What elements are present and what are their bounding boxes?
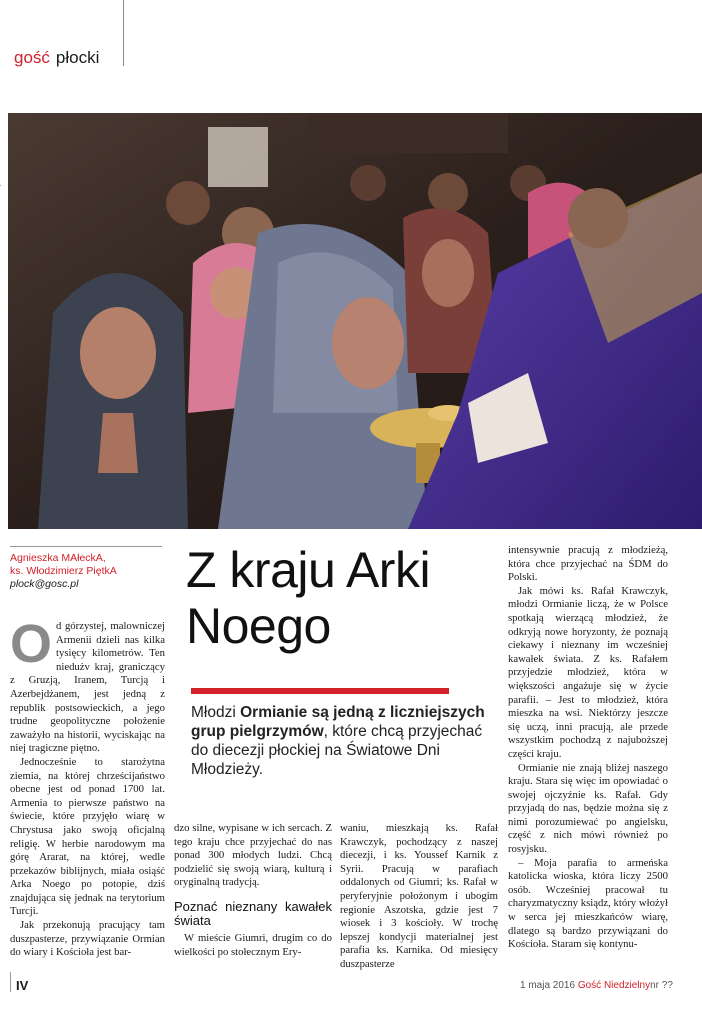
lead-bold: Ormianie są jedną z liczniejszych grup pielgrzymów [191,704,485,740]
author-2: ks. Włodzimierz PiętkA [10,565,117,577]
masthead-plocki: płocki [55,48,100,67]
masthead-gosc: gość [14,48,50,67]
paragraph: d górzystej, malowniczej Armenii dzieli nas kilka tysięcy kilometrów. Ten niedużv kraj, graniczący z Gruzją, Iranem, Turcją i Azerbejdżanem, jest jedną z republik postsowieckich, a jego trudne geopolityczne położenie zaważyło na historii, wyciskając na niej tragiczne piętno. [10,620,165,755]
footer-issue: nr ?? [650,980,673,991]
paragraph: intensywnie pracują z młodzieżą, która chce przyjechać na ŚDM do Polski. [508,544,668,584]
paragraph: Ormianie nie znają bliżej naszego kraju. Stara się więc im opowiadać o swojej ojczyźnie ks. Rafał. Gdy przyjadą do nas, będzie można się z nimi porozumiewać po angielsku, część z nich mówi również po rosyjsku. [508,761,668,856]
byline [10,552,165,591]
footer-divider [10,972,11,992]
footer-issue-info [520,980,673,991]
page-number: IV [16,978,29,993]
body-column-4 [508,544,668,952]
article-lead [191,703,493,779]
paragraph: – Moja parafia to armeńska katolicka wioska, która liczy 2500 osób. Wcześniej pracował tu charyzmatyczny ksiądz, który włożył w serca jej mieszkańców wiarę, dlatego są bardzo przywiązani do Kościoła. Staram się kontynu- [508,856,668,951]
body-column-3 [340,822,498,972]
author-1: Agnieszka MAłeckA, [10,552,106,564]
photo-credit [0,135,6,245]
header-divider [123,0,124,66]
title-line-2: Noego [186,598,331,654]
title-accent-bar [191,688,449,694]
paragraph: W mieście Giumri, drugim co do wielkości po stołecznym Ery- [174,931,332,958]
article-title [186,542,516,654]
paragraph: waniu, mieszkają ks. Rafał Krawczyk, pochodzący z naszej diecezji, i ks. Youssef Karnik z Syrii. Pracują w parafiach oddalonych od Giumri; ks. Rafał w peryferyjnie położonym i ubogim regionie Aszotska, gdzie jest 7 wiosek i 3 kościoły. W trochę lepszej kondycji materialnej jest parafia ks. Karnika. Od miesięcy duszpasterze [340,822,498,970]
lead-prefix: Młodzi [191,704,241,721]
paragraph: Jednocześnie to starożytna ziemia, na której chrześcijaństwo obecne jest od ponad 1700 lat. Armenia to pierwsze państwo na świecie, które przyjęło wiarę w Chrystusa jako swoją oficjalną religię. W herbie narodowym ma górę Ararat, na której, wedle przekazów biblijnych, miała osiąść Arka Noego po potopie, dziś znajdująca się jednak na terytorium Turcji. [10,755,165,918]
lead-suffix: , które chcą przyjechać do diecezji płockiej na Światowe Dni Młodzieży. [191,723,483,778]
paragraph: Jak mówi ks. Rafał Krawczyk, młodzi Ormianie liczą, że w Polsce spotkają wierzącą młodzież, że odkryją nowe horyzonty, że poznają ciekawy i nieznany im wcześniej kawałek świata. Z ks. Rafałem przyjedzie młodzież, która w większości angażuje się w życie parafii. – Jest to młodzież, która mieszka na wsi. Niektórzy jeszcze się uczą, inni pracują, ale przede wszystkim pochodzą z najuboższej części kraju. [508,584,668,760]
paragraph: dzo silne, wypisane w ich sercach. Z tego kraju chce przyjechać do nas ponad 300 młodych ludzi. Chcą podzielić się swoją wiarą, kulturą i oryginalną tradycją. [174,822,332,889]
paragraph: Jak przekonują pracujący tam duszpasterze, przywiązanie Ormian do wiary i Kościoła jest bar- [10,919,165,959]
body-column-2 [174,822,332,959]
byline-rule [10,546,162,547]
footer-brand: Gość Niedzielny [577,980,651,991]
subheading: Poznać nieznany kawałek świata [174,898,332,928]
title-line-1: Z kraju Arki [186,542,431,598]
dropcap: O [10,614,53,674]
article-photo [8,113,702,529]
body-column-1 [10,614,165,960]
footer-date: 1 maja 2016 [520,980,576,991]
masthead [14,48,99,68]
author-email: plock@gosc.pl [10,578,79,590]
